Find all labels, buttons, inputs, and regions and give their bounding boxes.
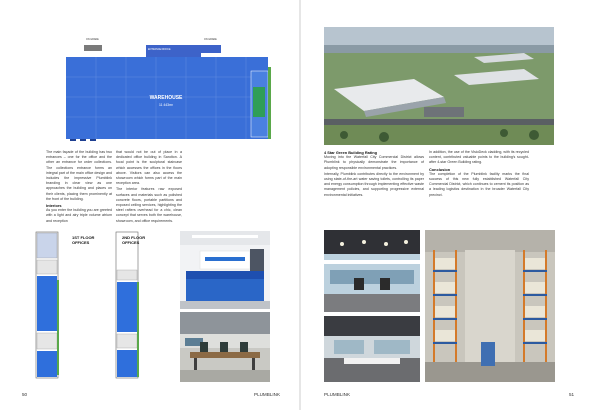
warehouse-floor-plan — [46, 27, 278, 147]
right-body-column-1 — [324, 150, 424, 199]
interiors-heading: Interiors — [46, 203, 62, 209]
office-label: ENTRANCE/OFFICE — [148, 48, 171, 51]
paragraph: Moving into the Waterfall City Commercial District allows Plumblink to physically demonstrate the importance of adopting responsible environmental practices. — [324, 155, 424, 170]
first-floor-plan — [28, 230, 68, 380]
page-number-left: 50 — [22, 392, 28, 397]
paragraph: In addition, the use of the VisioDeck cladding, with its recycled content, contributed valuable points to the building's sought-after 4-star Green Building rating. — [429, 150, 529, 165]
paragraph: The main façade of the building has two entrances – one for the office and the other an entrance for order collections. The collections entrance forms an integral part of the main office design and includes the impressive Plumblink branding in clear view as one approaches the building and places on their clients, placing them prominently at the front of the building. — [46, 150, 112, 201]
office-photo-top — [324, 230, 420, 312]
conclusion-heading: Conclusion — [429, 166, 451, 172]
left-body-column-2 — [116, 150, 182, 225]
paragraph: The completion of the Plumblink facility marks the final success of this new fully established Waterfall City Commercial District, which continues to cement its position as a leading logistics destination in the broader Waterfall City precinct. — [429, 171, 529, 197]
right-page — [301, 0, 600, 410]
warehouse-label: WAREHOUSE — [149, 95, 183, 101]
on-grade-left-label: ON GRADE — [86, 38, 99, 41]
first-floor-label: 1ST FLOOR OFFICES — [72, 235, 95, 245]
warehouse-area: 11 443m² — [158, 103, 174, 107]
page-number-right: 51 — [569, 392, 575, 397]
office-photo-bottom — [324, 316, 420, 382]
left-page — [0, 0, 299, 410]
paragraph: that would not be out of place in a dedicated office building in Sandton. A focal point is the sculptural staircase which accesses the offices in the floors above. Visitors can also access the showroom which forms part of the main reception area. — [116, 150, 182, 186]
paragraph: The interior features raw exposed surfaces and materials such as polished concrete floors, portable partitions and exposed ceiling services, highlighting the steel rafters overhead for a chic, clean concept that serves both the warehouse, showroom, and office requirements. — [116, 187, 182, 223]
cafeteria-photo — [180, 312, 270, 382]
brand-footer-left: PLUMBLINK — [254, 392, 281, 397]
paragraph: As you enter the building you are greeted with a light and airy triple volume atrium and reception — [46, 208, 112, 223]
second-floor-plan — [110, 230, 150, 380]
left-body-column-1 — [46, 150, 112, 225]
aerial-photo — [324, 27, 554, 145]
green-rating-heading: 4 Star Green Building Rating — [324, 150, 377, 155]
on-grade-right-label: ON GRADE — [204, 38, 217, 41]
second-floor-label: 2ND FLOOR OFFICES — [122, 235, 146, 245]
warehouse-racking-photo — [425, 230, 555, 382]
reception-photo — [180, 231, 270, 309]
paragraph: Internally, Plumblink contributes directly to the environment by using state-of-the-art water saving toilets, controlling its paper and energy consumption through implementing effective waste management policies, and supporting progressive external environmental initiatives. — [324, 171, 424, 197]
brand-footer-right: PLUMBLINK — [324, 392, 351, 397]
right-body-column-2 — [429, 150, 529, 199]
